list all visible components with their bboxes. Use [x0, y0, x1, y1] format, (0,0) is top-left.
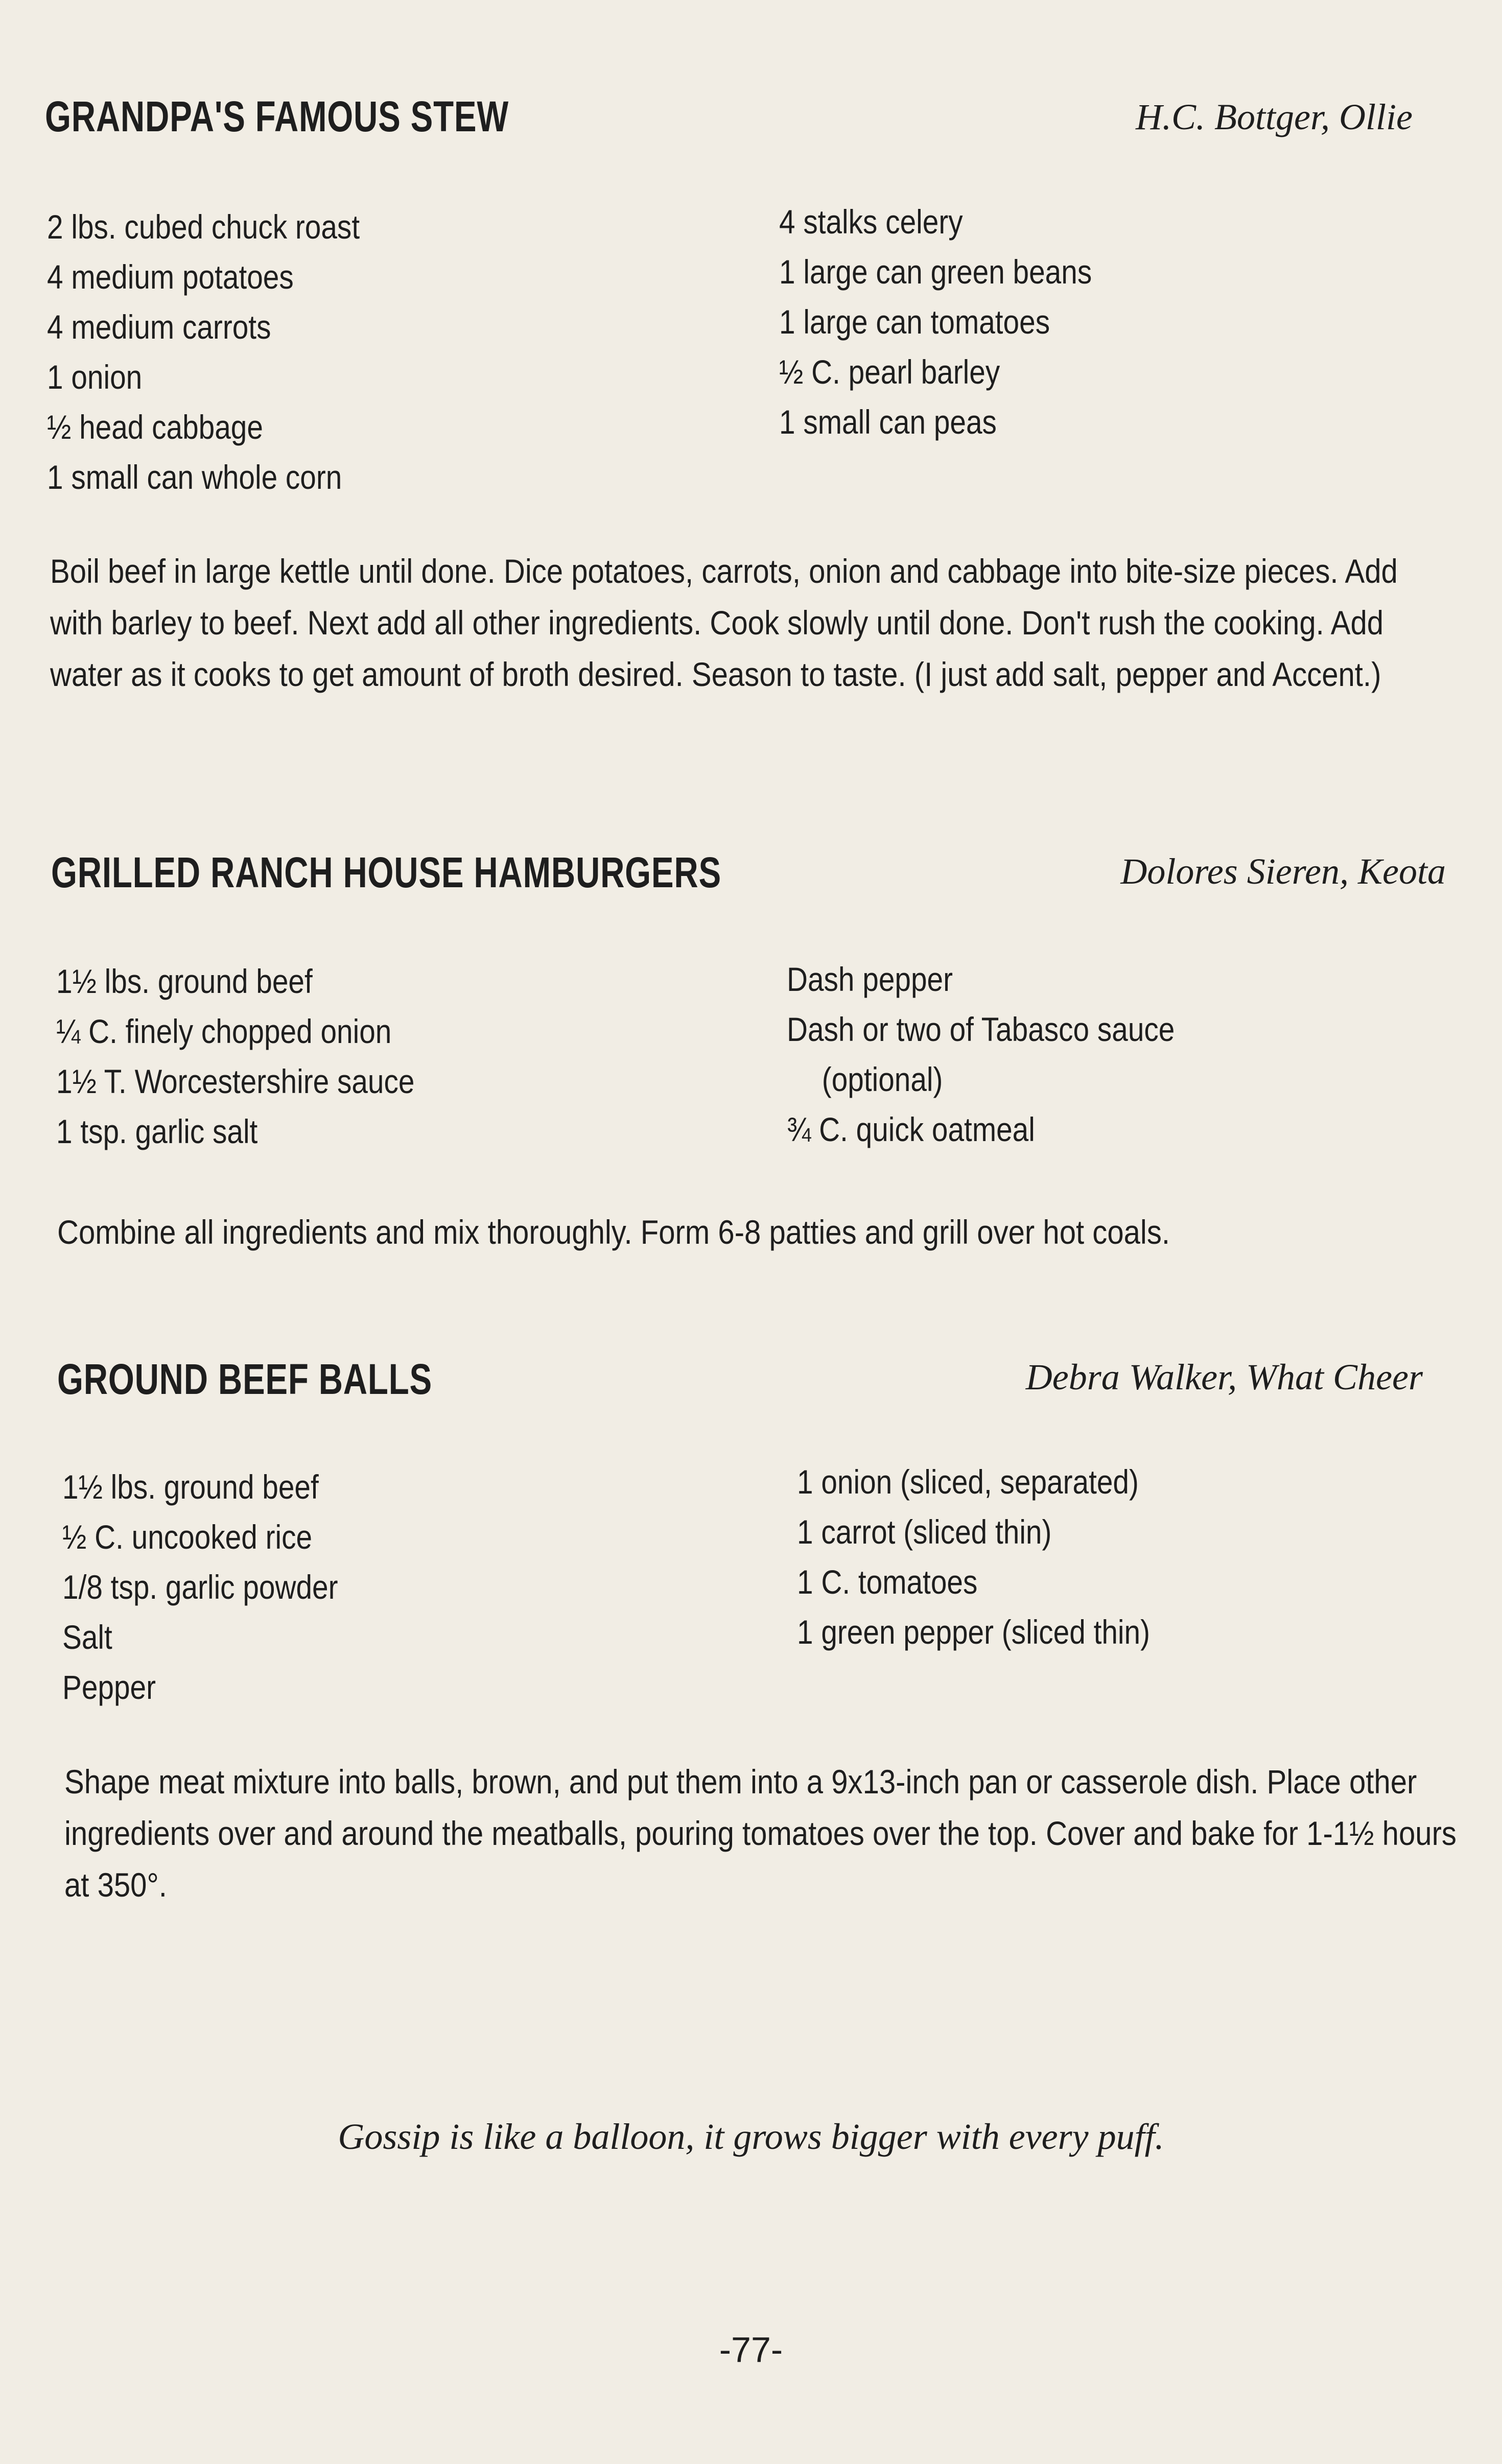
ingredient-item: ¼ C. finely chopped onion: [56, 1012, 392, 1050]
recipe-directions: Shape meat mixture into balls, brown, and put them into a 9x13-inch pan or casserole dish. Place other ingredients over and around the meatballs, pouring tomatoes over the top. Cover and bake for 1-1½ hours at 350°.: [64, 1763, 1457, 1904]
ingredient-item: Salt: [62, 1618, 112, 1656]
recipe-author: Dolores Sieren, Keota: [1120, 851, 1446, 892]
ingredient-item: (optional): [822, 1060, 943, 1098]
recipe-author: Debra Walker, What Cheer: [1025, 1357, 1423, 1397]
ingredient-item: 4 medium potatoes: [47, 258, 294, 296]
ingredient-list-left: [56, 956, 414, 1156]
recipe-directions: Boil beef in large kettle until done. Dice potatoes, carrots, onion and cabbage into bite-size pieces. Add with barley to beef. Next add all other ingredients. Cook slowly until done. Don't rush the cooking. Add water as it cooks to get amount of broth desired. Season to taste. (I just add salt, pepper and Accent.): [50, 552, 1398, 693]
ingredient-item: 1 C. tomatoes: [797, 1563, 978, 1601]
ingredient-item: 1 large can green beans: [779, 253, 1092, 291]
ingredient-list-right: [779, 197, 1092, 447]
recipe-directions: Combine all ingredients and mix thoroughly. Form 6-8 patties and grill over hot coals.: [57, 1213, 1170, 1251]
ingredient-item: ½ C. uncooked rice: [62, 1518, 313, 1556]
ingredient-item: 1/8 tsp. garlic powder: [62, 1568, 338, 1606]
recipe-title: GROUND BEEF BALLS: [57, 1355, 432, 1403]
ingredient-item: 1½ T. Worcestershire sauce: [56, 1062, 415, 1100]
ingredient-item: 1 green pepper (sliced thin): [797, 1613, 1150, 1651]
ingredient-item: 1 small can peas: [779, 403, 997, 441]
ingredient-item: 1 onion: [47, 358, 143, 396]
ingredient-item: 4 stalks celery: [779, 203, 963, 241]
page-number: -77-: [719, 2330, 783, 2370]
ingredient-list-left: [62, 1462, 338, 1712]
ingredient-list-left: [47, 202, 360, 502]
ingredient-item: 1 large can tomatoes: [779, 303, 1050, 341]
ingredient-item: Pepper: [62, 1668, 156, 1706]
ingredient-item: 1 tsp. garlic salt: [56, 1112, 258, 1150]
page-quote: Gossip is like a balloon, it grows bigger with every puff.: [338, 2116, 1164, 2157]
ingredient-list-right: [787, 954, 1175, 1154]
ingredient-item: 1 small can whole corn: [47, 458, 342, 496]
ingredient-item: Dash or two of Tabasco sauce: [787, 1010, 1175, 1048]
recipe-author: H.C. Bottger, Ollie: [1136, 97, 1413, 137]
ingredient-item: ¾ C. quick oatmeal: [787, 1110, 1035, 1148]
ingredient-item: ½ C. pearl barley: [779, 353, 1000, 391]
ingredient-item: 1½ lbs. ground beef: [56, 962, 313, 1000]
ingredient-item: 1 carrot (sliced thin): [797, 1513, 1052, 1551]
ingredient-item: Dash pepper: [787, 960, 953, 998]
ingredient-list-right: [797, 1457, 1150, 1657]
recipe-title: GRILLED RANCH HOUSE HAMBURGERS: [51, 848, 721, 896]
ingredient-item: 2 lbs. cubed chuck roast: [47, 208, 360, 246]
ingredient-item: 4 medium carrots: [47, 308, 271, 346]
ingredient-item: ½ head cabbage: [47, 408, 263, 446]
recipe-title: GRANDPA'S FAMOUS STEW: [45, 92, 509, 140]
ingredient-item: 1 onion (sliced, separated): [797, 1463, 1139, 1501]
ingredient-item: 1½ lbs. ground beef: [62, 1468, 319, 1506]
